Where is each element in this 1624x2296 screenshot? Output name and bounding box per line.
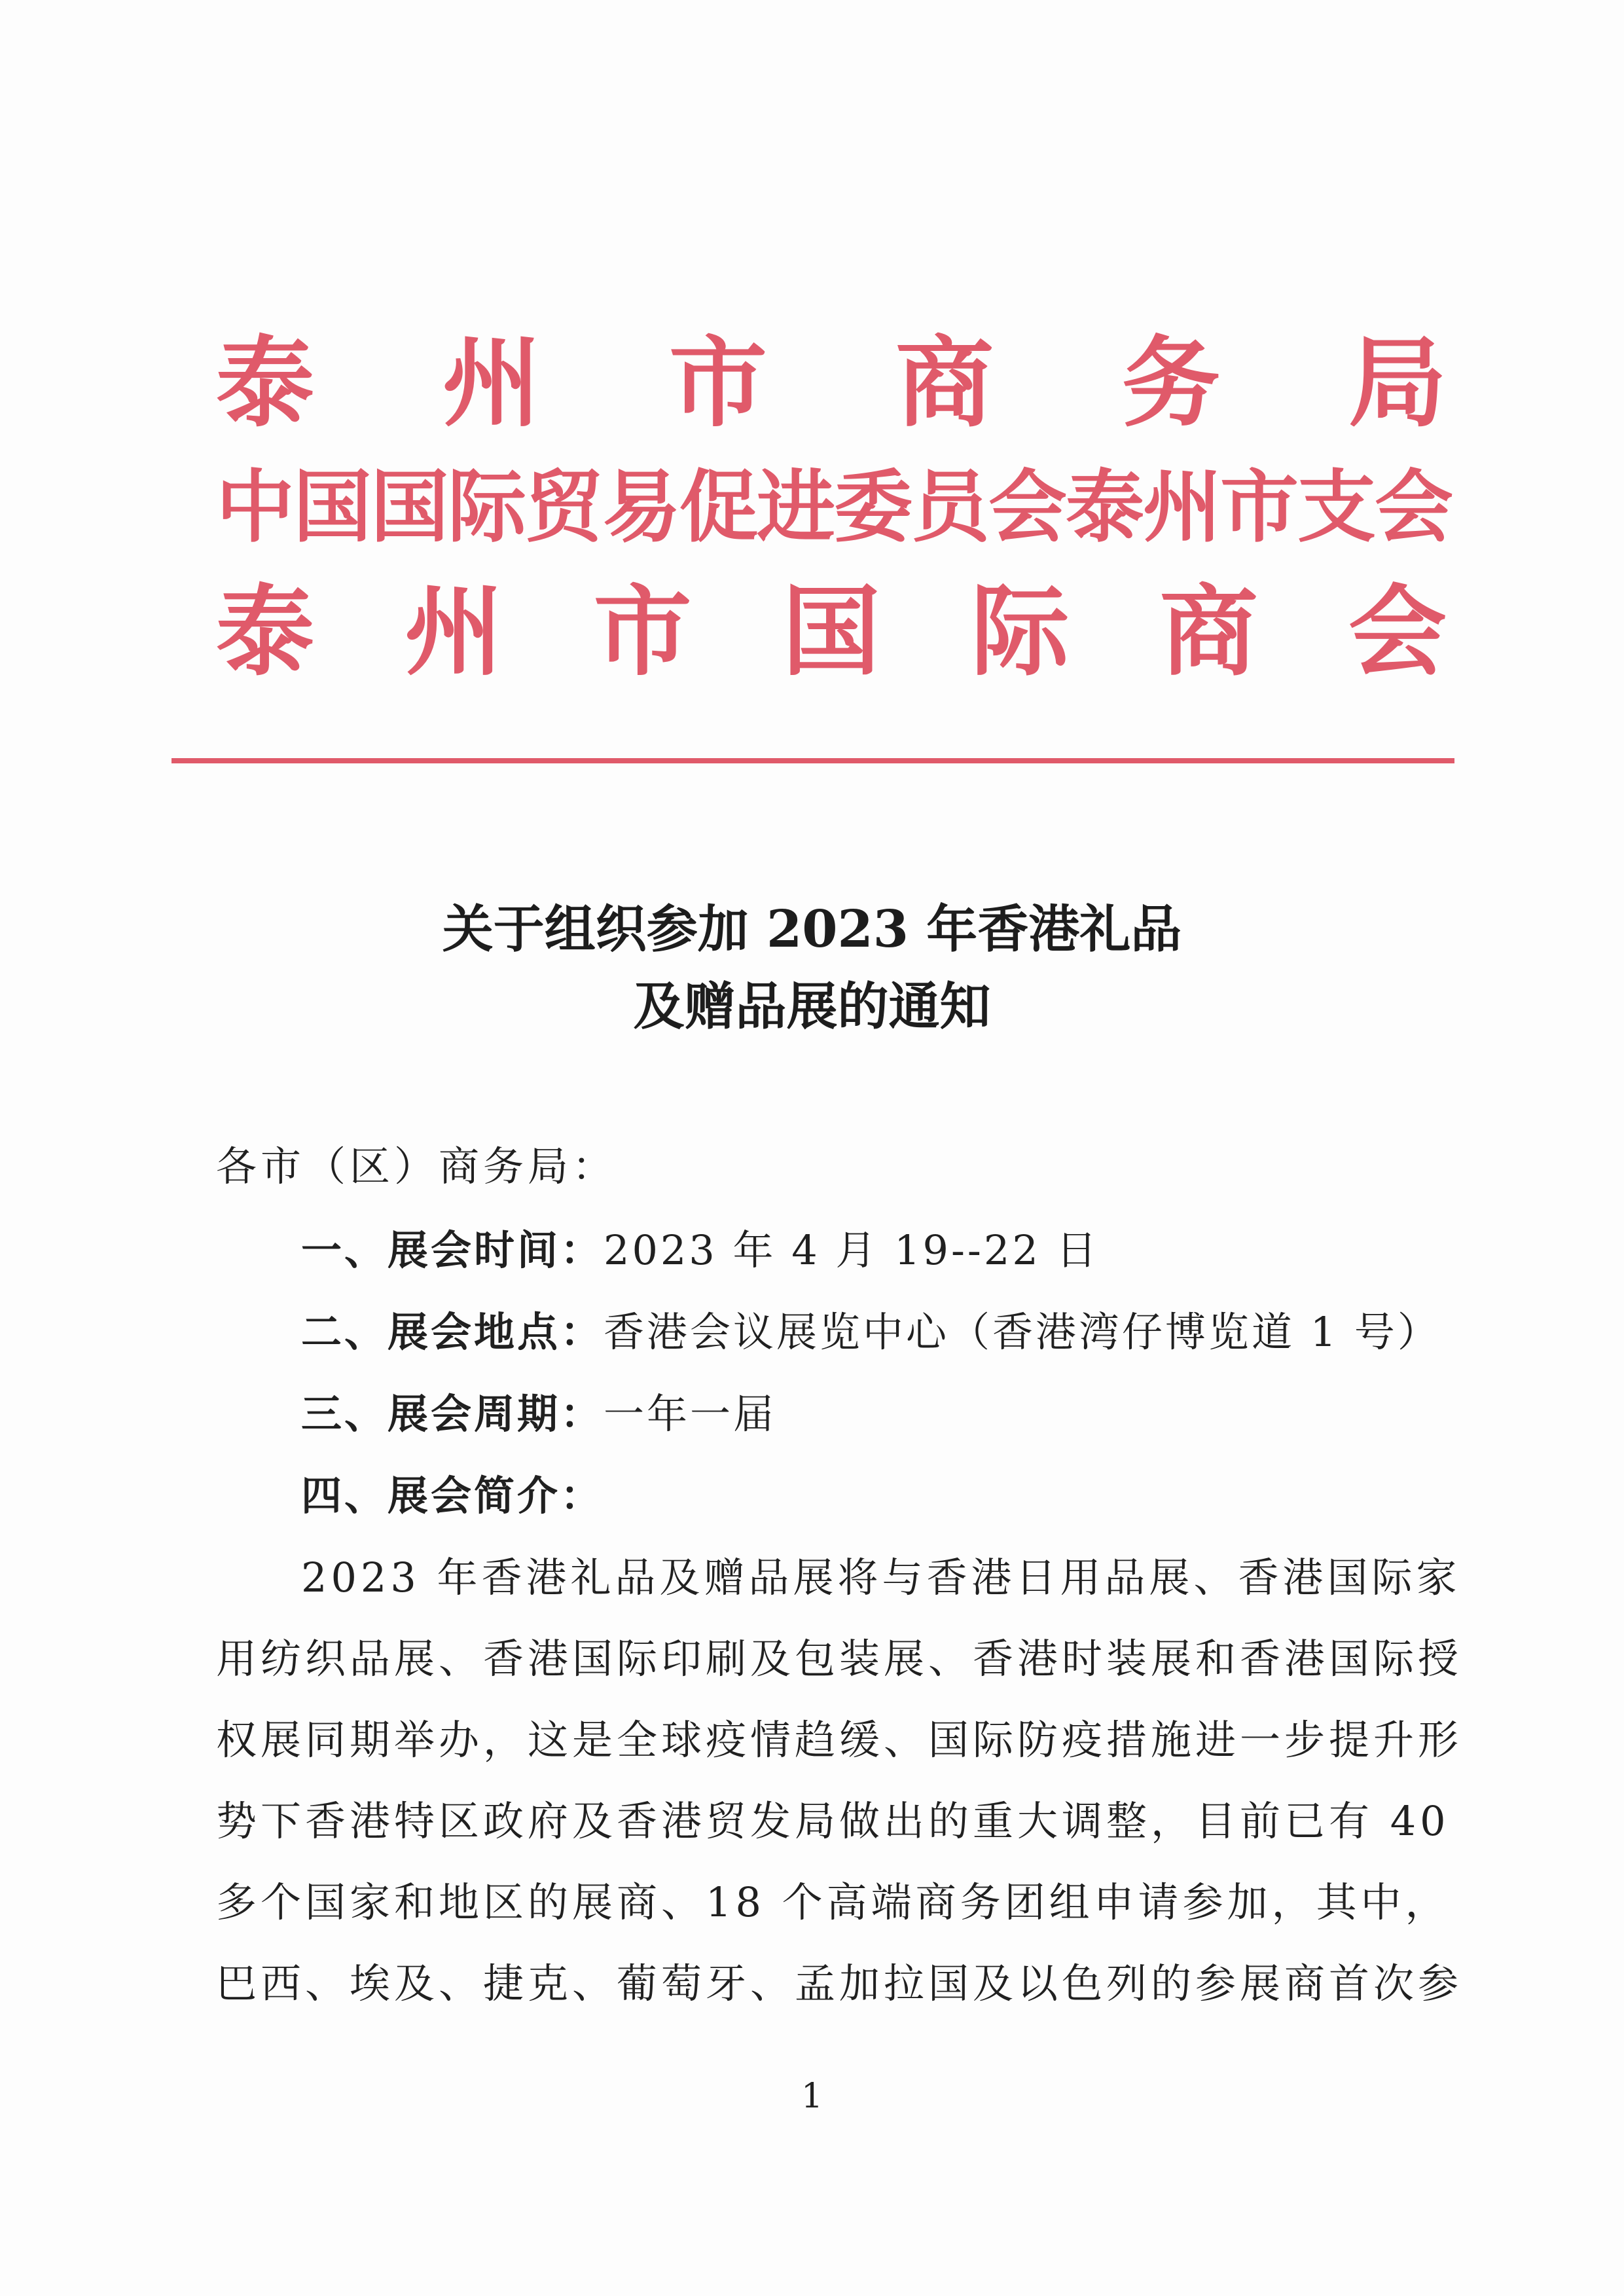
- info-item-time: [301, 1221, 1099, 1280]
- letterhead-char: 泰: [216, 325, 315, 441]
- document-title-line-1: 关于组织参加 2023 年香港礼品: [442, 900, 1182, 959]
- letterhead-char: 会: [1348, 574, 1447, 689]
- info-value: 2023 年 4 月 19--22 日: [604, 1226, 1100, 1274]
- paragraph-line: 2023 年香港礼品及赠品展将与香港日用品展、香港国际家: [301, 1554, 1461, 1601]
- page-number: 1: [801, 2077, 823, 2116]
- letterhead-text: 中国国际贸易促进委员会泰州市支会: [216, 461, 1452, 553]
- letterhead-char: 商: [1159, 574, 1258, 689]
- info-label: 一、展会时间：: [301, 1226, 604, 1274]
- info-label: 二、展会地点：: [301, 1308, 604, 1356]
- info-item-intro: [301, 1467, 604, 1525]
- document-title-line-2: 及赠品展的通知: [633, 977, 991, 1036]
- letterhead-char: 际: [971, 574, 1070, 689]
- letterhead-char: 商: [895, 325, 994, 441]
- paragraph-line: 势下香港特区政府及香港贸发局做出的重大调整，目前已有 40: [216, 1797, 1450, 1845]
- letterhead-char: 局: [1348, 325, 1447, 441]
- letterhead-char: 市: [593, 574, 692, 689]
- info-value: 一年一届: [604, 1390, 777, 1438]
- letterhead-char: 泰: [216, 574, 315, 689]
- letterhead-char: 州: [405, 574, 503, 689]
- paragraph-line: 巴西、埃及、捷克、葡萄牙、孟加拉国及以色列的参展商首次参: [216, 1959, 1463, 2007]
- info-item-cycle: [301, 1385, 776, 1444]
- letterhead-char: 务: [1121, 325, 1220, 441]
- info-value: 香港会议展览中心（香港湾仔博览道 1 号）: [604, 1308, 1441, 1356]
- intro-paragraph: [216, 1537, 1463, 2024]
- paragraph-line: 用纺织品展、香港国际印刷及包装展、香港时装展和香港国际授: [216, 1635, 1463, 1683]
- letterhead-char: 国: [782, 574, 880, 689]
- letterhead-line-1: [216, 327, 1447, 439]
- letterhead-char: 州: [442, 325, 541, 441]
- info-item-location: [301, 1303, 1441, 1362]
- info-label: 四、展会简介：: [301, 1472, 604, 1520]
- salutation: 各市（区）商务局：: [216, 1142, 617, 1190]
- letterhead-divider: [171, 758, 1454, 763]
- paragraph-line: 多个国家和地区的展商、18 个高端商务团组申请参加，其中，: [216, 1878, 1450, 1926]
- letterhead-char: 市: [668, 325, 767, 441]
- info-label: 三、展会周期：: [301, 1390, 604, 1438]
- paragraph-line: 权展同期举办，这是全球疫情趋缓、国际防疫措施进一步提升形: [216, 1716, 1463, 1764]
- letterhead-line-2: [216, 452, 1452, 563]
- letterhead-line-3: [216, 576, 1447, 687]
